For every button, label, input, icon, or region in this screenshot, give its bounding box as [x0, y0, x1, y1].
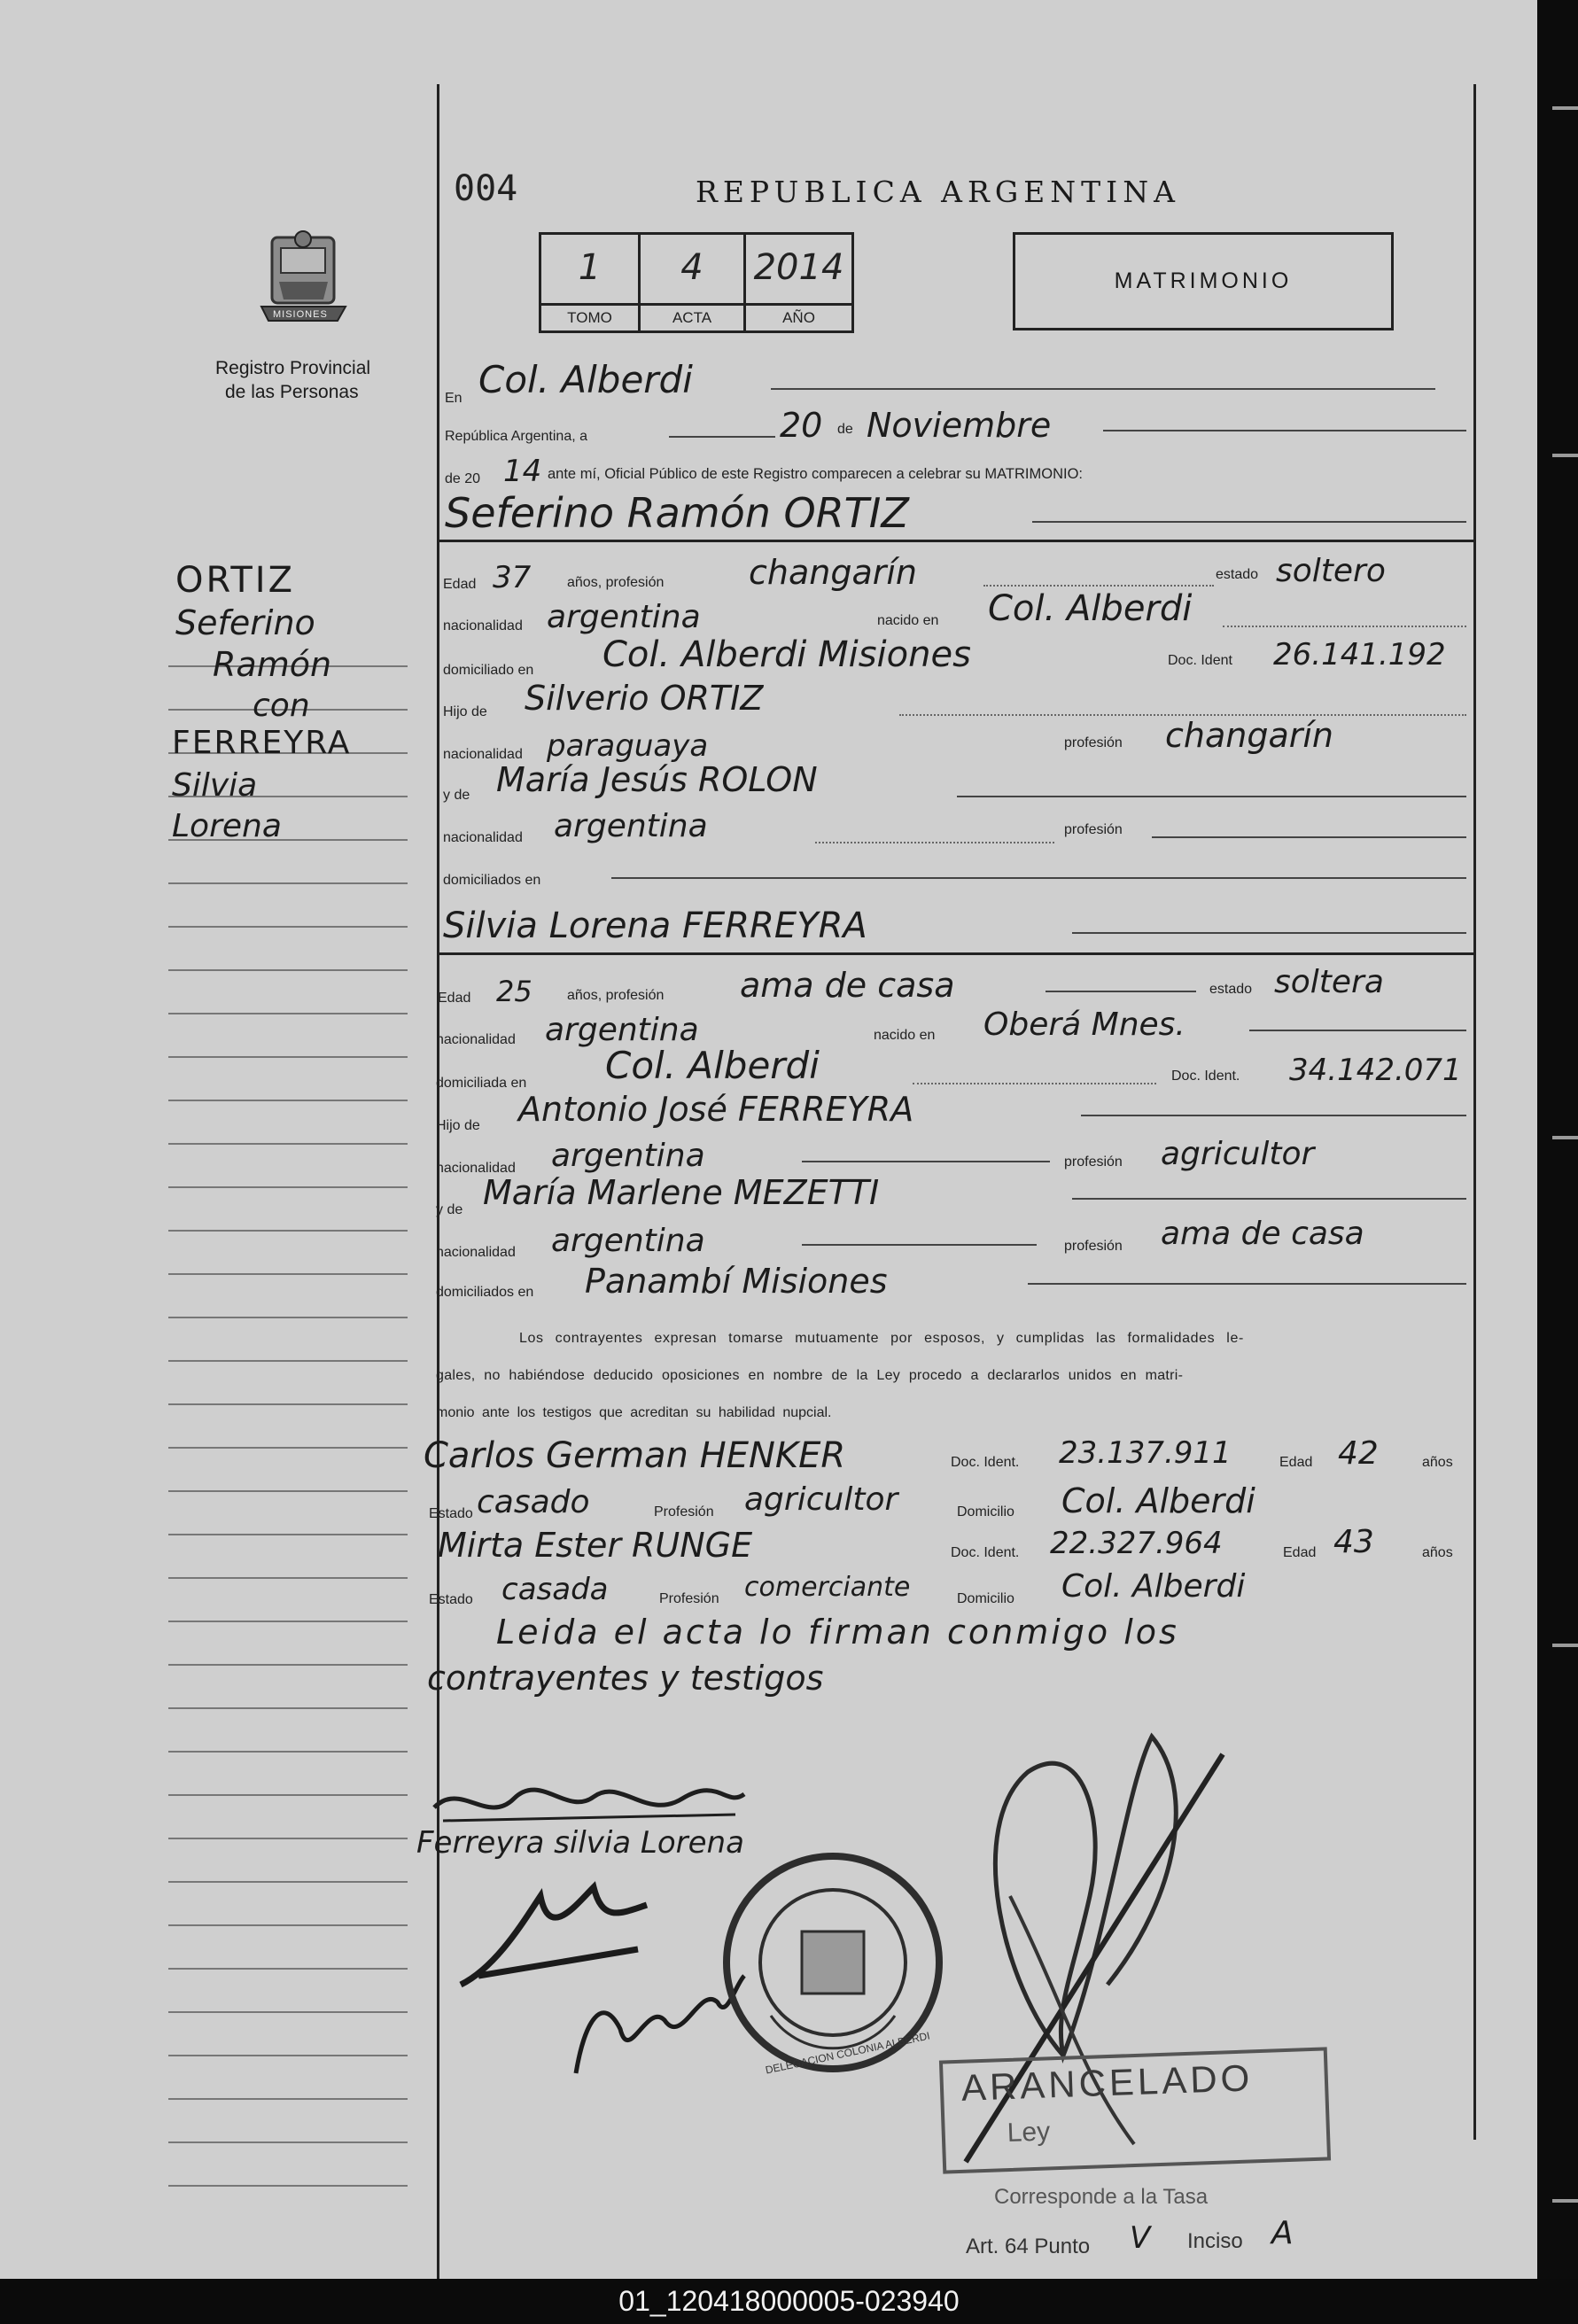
witness1-edad-label: Edad — [1279, 1455, 1313, 1470]
spouse1-madre-label: y de — [443, 788, 470, 803]
witness2-estado: casada — [501, 1572, 609, 1607]
acta-label: ACTA — [641, 303, 743, 330]
closing-line2: contrayentes y testigos — [427, 1659, 824, 1698]
de-label: de — [837, 422, 853, 437]
spouse2-profesion: ama de casa — [740, 966, 955, 1005]
spouse2-madre-nac: argentina — [551, 1223, 705, 1259]
witness2-edad-label: Edad — [1283, 1545, 1317, 1560]
binder-mark — [1552, 1644, 1578, 1647]
spouse2-madre-prof-label: profesión — [1064, 1239, 1123, 1254]
spouse1-madre-nac: argentina — [554, 808, 708, 844]
seal-text: DELEGACION COLONIA ALBERDI — [764, 2029, 931, 2077]
spouse2-padre-nac-label: nacionalidad — [436, 1161, 516, 1176]
spouse1-anos-label: años, profesión — [567, 575, 665, 590]
witness2-doc: 22.327.964 — [1050, 1526, 1223, 1561]
witness1-name: Carlos German HENKER — [424, 1435, 846, 1476]
spouse2-padre-prof: agricultor — [1161, 1136, 1315, 1172]
spouse1-padre-nac: paraguaya — [547, 728, 709, 764]
ano-value: 2014 — [753, 247, 844, 288]
margin-note-line: con — [253, 688, 310, 724]
spouse2-nacionalidad: argentina — [545, 1012, 699, 1048]
spouse1-madre-prof-label: profesión — [1064, 822, 1123, 837]
spouse2-madre: María Marlene MEZETTI — [483, 1173, 880, 1212]
punto-value: V — [1130, 2220, 1151, 2256]
frame-left-rule — [437, 84, 439, 2279]
witness1-doc: 23.137.911 — [1059, 1435, 1232, 1471]
binder-mark — [1552, 2199, 1578, 2203]
spouse2-padres-dom: Panambí Misiones — [585, 1262, 888, 1301]
ante-text: ante mí, Oficial Público de este Registro comparecen a celebrar su MATRIMONIO: — [548, 466, 1084, 482]
margin-note-line: Lorena — [172, 808, 282, 844]
spouse2-name: Silvia Lorena FERREYRA — [443, 906, 867, 946]
witness2-domicilio: Col. Alberdi — [1061, 1568, 1246, 1605]
spouse1-nac-label: nacionalidad — [443, 618, 523, 633]
witness1-estado: casado — [477, 1484, 590, 1520]
margin-note-line: Seferino — [175, 603, 315, 642]
spouse2-domicilio: Col. Alberdi — [605, 1044, 820, 1087]
de20-label: de 20 — [445, 471, 481, 486]
margin-note-line: Silvia — [172, 767, 258, 804]
spouse1-profesion: changarín — [749, 553, 918, 592]
binder-mark — [1552, 454, 1578, 457]
spouse2-madre-label: y de — [436, 1202, 463, 1217]
page-edge — [1537, 0, 1578, 2279]
witness1-profesion: agricultor — [744, 1481, 898, 1518]
spouse1-padre-prof-label: profesión — [1064, 735, 1123, 750]
witness2-doc-label: Doc. Ident. — [951, 1545, 1020, 1560]
witness2-estado-label: Estado — [429, 1592, 473, 1607]
spouse1-padre: Silverio ORTIZ — [525, 679, 764, 718]
act-number: 004 — [454, 168, 518, 209]
arancelado-title: ARANCELADO — [960, 2056, 1255, 2109]
spouse2-estado: soltera — [1274, 964, 1384, 1000]
spouse2-estado-label: estado — [1209, 982, 1253, 997]
witness1-estado-label: Estado — [429, 1506, 473, 1521]
en-label: En — [445, 391, 463, 406]
section-rule — [437, 540, 1473, 542]
spouse1-doc: 26.141.192 — [1273, 637, 1446, 672]
section-rule — [437, 952, 1473, 955]
spouse1-name: Seferino Ramón ORTIZ — [445, 489, 909, 537]
spouse1-madre: María Jesús ROLON — [496, 760, 818, 799]
spouse2-edad: 25 — [496, 975, 532, 1008]
spouse1-dom-label: domiciliado en — [443, 663, 534, 678]
spouse2-nacido: Oberá Mnes. — [983, 1007, 1185, 1043]
tomo-label: TOMO — [541, 303, 638, 330]
republica-label: República Argentina, a — [445, 429, 587, 444]
document-type-box: MATRIMONIO — [1013, 232, 1394, 330]
spouse2-padre-nac: argentina — [551, 1138, 705, 1174]
spouse2-nac-label: nacionalidad — [436, 1032, 516, 1047]
witness1-anos-label: años — [1422, 1455, 1453, 1470]
arancelado-law: Ley — [1007, 2117, 1051, 2149]
spouse1-doc-label: Doc. Ident — [1168, 653, 1232, 668]
art-label: Art. 64 Punto — [966, 2235, 1091, 2258]
spouse1-padre-prof: changarín — [1165, 716, 1334, 755]
signature-spouse2: Ferreyra silvia Lorena — [416, 1825, 744, 1861]
emblem-caption: MISIONES — [273, 309, 328, 320]
spouse2-doc: 34.142.071 — [1289, 1053, 1462, 1088]
spouse2-nacido-label: nacido en — [874, 1028, 936, 1043]
spouse1-padre-nac-label: nacionalidad — [443, 747, 523, 762]
witness1-profesion-label: Profesión — [654, 1504, 714, 1520]
declaration-line3: monio ante los testigos que acreditan su habilidad nupcial. — [436, 1405, 832, 1420]
spouse1-padre-label: Hijo de — [443, 704, 487, 719]
arancelado-stamp — [939, 2047, 1331, 2173]
witness2-anos-label: años — [1422, 1545, 1453, 1560]
registry-name-line1: Registro Provincial — [215, 358, 371, 378]
spouse2-padre-prof-label: profesión — [1064, 1154, 1123, 1170]
declaration-line1: Los contrayentes expresan tomarse mutuamente por esposos, y cumplidas las formalidades le- — [519, 1331, 1244, 1346]
spouse2-madre-nac-label: nacionalidad — [436, 1245, 516, 1260]
spouse2-anos-label: años, profesión — [567, 988, 665, 1003]
witness2-profesion-label: Profesión — [659, 1591, 719, 1606]
place-value: Col. Alberdi — [478, 358, 693, 401]
spouse1-madre-nac-label: nacionalidad — [443, 830, 523, 845]
spouse2-padres-dom-label: domiciliados en — [436, 1285, 534, 1300]
spouse2-dom-label: domiciliada en — [436, 1076, 527, 1091]
ano-label: AÑO — [746, 303, 851, 330]
witness1-edad: 42 — [1338, 1435, 1379, 1472]
record-table — [539, 232, 854, 333]
witness1-domicilio: Col. Alberdi — [1061, 1481, 1255, 1520]
spouse2-doc-label: Doc. Ident. — [1171, 1069, 1240, 1084]
margin-note-line: FERREYRA — [172, 725, 352, 761]
month-value: Noviembre — [867, 406, 1052, 445]
registry-name-line2: de las Personas — [225, 382, 359, 402]
spouse1-padres-dom-label: domiciliados en — [443, 873, 541, 888]
frame-right-rule — [1473, 84, 1476, 2140]
spouse2-edad-label: Edad — [438, 991, 471, 1006]
day-value: 20 — [780, 406, 823, 445]
binder-mark — [1552, 106, 1578, 110]
witness2-profesion: comerciante — [744, 1572, 911, 1603]
witness2-name: Mirta Ester RUNGE — [438, 1526, 753, 1565]
year-suffix: 14 — [503, 454, 542, 489]
witness1-domicilio-label: Domicilio — [957, 1504, 1014, 1520]
arancel-corresponde: Corresponde a la Tasa — [994, 2185, 1209, 2209]
spouse1-nacionalidad: argentina — [547, 599, 701, 635]
closing-line1: Leida el acta lo firman conmigo los — [496, 1613, 1179, 1652]
spouse1-edad: 37 — [493, 560, 532, 595]
spouse1-domicilio: Col. Alberdi Misiones — [602, 634, 971, 675]
inciso-label: Inciso — [1187, 2229, 1243, 2253]
acta-value: 4 — [680, 247, 703, 288]
inciso-value: A — [1271, 2215, 1294, 2251]
spouse1-nacido: Col. Alberdi — [988, 588, 1193, 629]
spouse1-estado: soltero — [1276, 553, 1386, 589]
margin-note-line: Ramón — [213, 645, 332, 684]
spouse1-edad-label: Edad — [443, 577, 477, 592]
binder-mark — [1552, 1136, 1578, 1139]
witness2-domicilio-label: Domicilio — [957, 1591, 1014, 1606]
spouse1-estado-label: estado — [1216, 567, 1259, 582]
margin-note-line: ORTIZ — [175, 560, 295, 601]
declaration-line2: gales, no habiéndose deducido oposiciones en nombre de la Ley procedo a declararlos unidos en matri- — [436, 1368, 1184, 1383]
spouse2-madre-prof: ama de casa — [1161, 1216, 1364, 1252]
witness2-edad: 43 — [1333, 1524, 1374, 1560]
spouse2-padre-label: Hijo de — [436, 1118, 480, 1133]
spouse1-nacido-label: nacido en — [877, 613, 939, 628]
country-title: REPUBLICA ARGENTINA — [696, 175, 1180, 209]
tomo-value: 1 — [578, 247, 602, 288]
scan-footer-code: 01_120418000005-023940 — [0, 2279, 1578, 2324]
witness1-doc-label: Doc. Ident. — [951, 1455, 1020, 1470]
spouse2-padre: Antonio José FERREYRA — [518, 1090, 914, 1129]
